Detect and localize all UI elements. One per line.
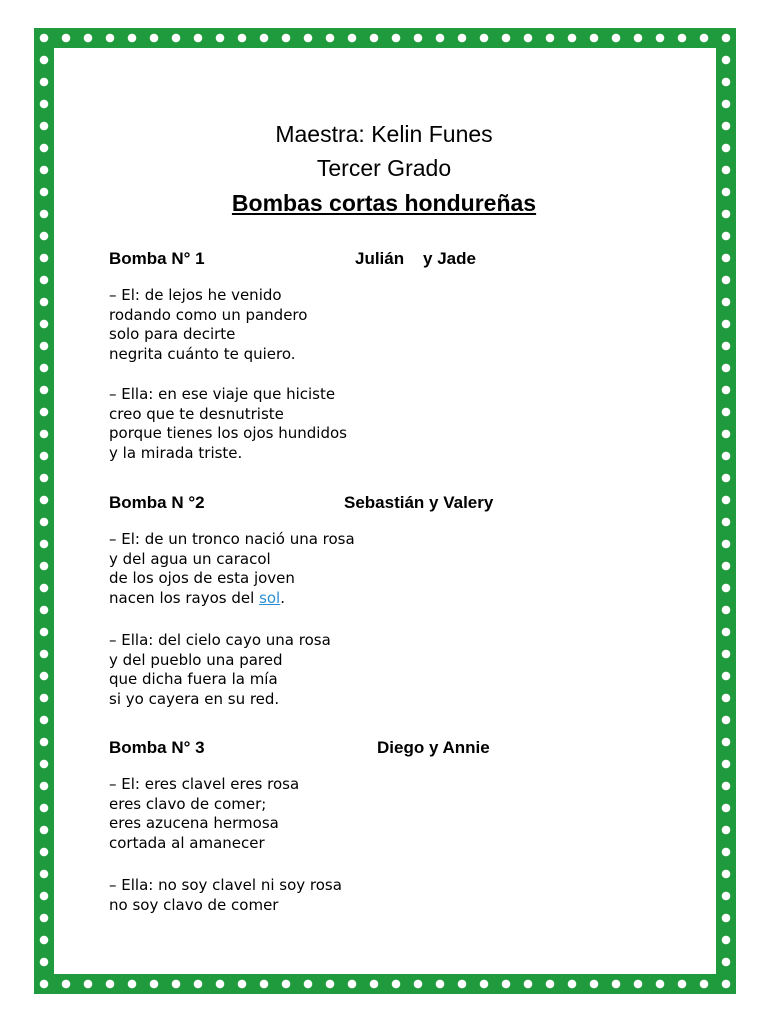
- verse-line: rodando como un pandero: [109, 305, 308, 324]
- verse-line: – El: de lejos he venido: [109, 286, 282, 304]
- bomba-2-ella-verse: [109, 631, 331, 709]
- verse-line: no soy clavo de comer: [109, 895, 279, 914]
- verse-line: solo para decirte: [109, 325, 236, 343]
- verse-line-text: nacen los rayos del: [109, 588, 260, 607]
- grade-heading: Tercer Grado: [316, 155, 452, 181]
- bomba-1-names: Julián y Jade: [355, 249, 476, 268]
- verse-line: – Ella: no soy clavel ni soy rosa: [109, 876, 342, 894]
- verse-line-tail: .: [280, 588, 286, 607]
- verse-line: porque tienes los ojos hundidos: [109, 424, 347, 442]
- verse-line: eres azucena hermosa: [109, 814, 279, 832]
- bomba-1-ella-verse: [109, 385, 347, 463]
- verse-line: negrita cuánto te quiero.: [109, 344, 296, 363]
- border-top: [34, 28, 736, 48]
- verse-line: [109, 589, 355, 609]
- verse-line: y la mirada triste.: [109, 443, 243, 462]
- verse-line: si yo cayera en su red.: [109, 689, 280, 708]
- verse-line: eres clavo de comer;: [109, 794, 267, 813]
- verse-line: y del pueblo una pared: [109, 650, 283, 669]
- verse-line: cortada al amanecer: [109, 833, 265, 852]
- bomba-3-names: Diego y Annie: [377, 738, 490, 757]
- bomba-2-el-verse: [109, 530, 355, 608]
- bomba-3-ella-verse: [109, 876, 342, 915]
- sol-link[interactable]: sol: [259, 588, 281, 607]
- bomba-2-names: Sebastián y Valery: [344, 493, 494, 512]
- verse-line: creo que te desnutriste: [109, 404, 284, 423]
- page-title: Bombas cortas hondureñas: [231, 190, 537, 216]
- verse-line: y del agua un caracol: [109, 549, 271, 568]
- verse-line: de los ojos de esta joven: [109, 569, 295, 587]
- bomba-2-label: Bomba N °2: [109, 493, 205, 512]
- bomba-1-label: Bomba N° 1: [109, 249, 205, 268]
- verse-line: – El: eres clavel eres rosa: [109, 775, 300, 793]
- teacher-heading: Maestra: Kelin Funes: [275, 121, 493, 147]
- border-bottom: [34, 974, 736, 994]
- verse-line: – Ella: en ese viaje que hiciste: [109, 385, 336, 403]
- verse-line: – Ella: del cielo cayo una rosa: [109, 631, 331, 649]
- bomba-3-label: Bomba N° 3: [109, 738, 205, 757]
- bomba-1-el-verse: [109, 286, 307, 364]
- verse-line: – El: de un tronco nació una rosa: [109, 530, 355, 548]
- bomba-3-el-verse: [109, 775, 299, 853]
- verse-line: que dicha fuera la mía: [109, 670, 278, 688]
